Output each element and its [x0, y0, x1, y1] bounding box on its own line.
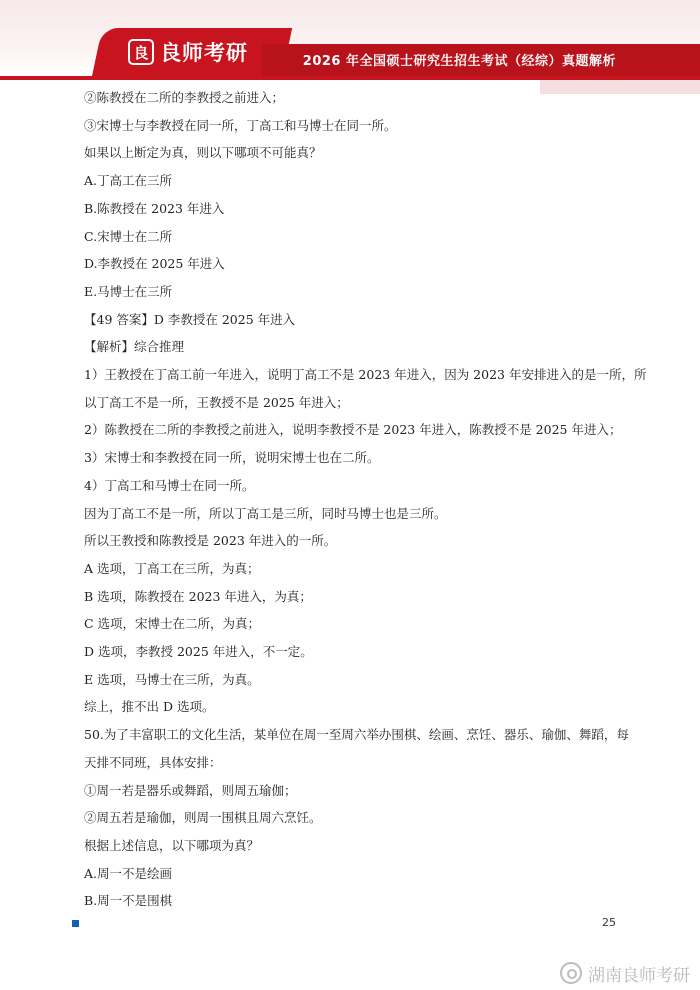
option-check-b: B 选项，陈教授在 2023 年进入，为真；: [84, 588, 312, 604]
analysis-line: 所以王教授和陈教授是 2023 年进入的一所。: [84, 533, 337, 549]
watermark-text: 湖南良师考研: [588, 965, 690, 986]
option-check-a: A 选项，丁高工在三所，为真；: [84, 560, 260, 576]
document-title: 2026 年全国硕士研究生招生考试（经综）真题解析: [302, 54, 616, 69]
analysis-line: 4）丁高工和马博士在同一所。: [84, 477, 255, 493]
option-check-c: C 选项，宋博士在二所，为真；: [84, 616, 261, 632]
question-50-stem: 天排不同班，具体安排：: [84, 754, 222, 770]
text-line: ②陈教授在二所的李教授之前进入；: [84, 90, 285, 105]
question-50-prompt: 根据上述信息，以下哪项为真？: [84, 837, 260, 853]
option-c: C.宋博士在二所: [84, 228, 173, 244]
analysis-line: 3）宋博士和李教授在同一所，说明宋博士也在二所。: [84, 450, 380, 466]
analysis-heading: 【解析】综合推理: [84, 339, 185, 355]
option-a: A.周一不是绘画: [84, 865, 173, 881]
answer-line: 【49 答案】D 李教授在 2025 年进入: [84, 311, 296, 327]
question-50-stem: 50.为了丰富职工的文化生活，某单位在周一至周六举办围棋、绘画、烹饪、器乐、瑜伽、舞蹈，每: [84, 727, 629, 743]
option-d: D.李教授在 2025 年进入: [84, 256, 225, 272]
logo-text: 良师考研: [160, 41, 248, 65]
watermark: [560, 960, 690, 986]
option-b: B.周一不是围棋: [84, 893, 173, 909]
condition-1: ①周一若是器乐或舞蹈，则周五瑜伽；: [84, 782, 297, 798]
analysis-line: 1）王教授在丁高工前一年进入，说明丁高工不是 2023 年进入，因为 2023 年安排进入的是一所，所: [84, 367, 647, 383]
option-b: B.陈教授在 2023 年进入: [84, 200, 225, 216]
weibo-icon: [560, 962, 582, 984]
footer-marker: [72, 920, 79, 927]
header-divider: [0, 76, 700, 80]
text-line: ③宋博士与李教授在同一所，丁高工和马博士在同一所。: [84, 117, 397, 133]
option-check-e: E 选项，马博士在三所，为真。: [84, 671, 260, 687]
option-e: E.马博士在三所: [84, 283, 173, 299]
brand-logo: [128, 32, 248, 72]
page-body: [84, 84, 647, 915]
analysis-line: 以丁高工不是一所，王教授不是 2025 年进入；: [84, 394, 349, 410]
conclusion-line: 综上，推不出 D 选项。: [84, 699, 215, 715]
question-stem: 如果以上断定为真，则以下哪项不可能真？: [84, 145, 322, 161]
option-check-d: D 选项，李教授 2025 年进入，不一定。: [84, 644, 313, 660]
analysis-line: 因为丁高工不是一所，所以丁高工是三所，同时马博士也是三所。: [84, 505, 447, 521]
option-a: A.丁高工在三所: [84, 173, 173, 189]
page-number: 25: [602, 916, 616, 929]
logo-icon: 良: [128, 39, 154, 65]
analysis-line: 2）陈教授在二所的李教授之前进入，说明李教授不是 2023 年进入，陈教授不是 2025 年进入；: [84, 422, 622, 438]
condition-2: ②周五若是瑜伽，则周一围棋且周六烹饪。: [84, 810, 322, 826]
